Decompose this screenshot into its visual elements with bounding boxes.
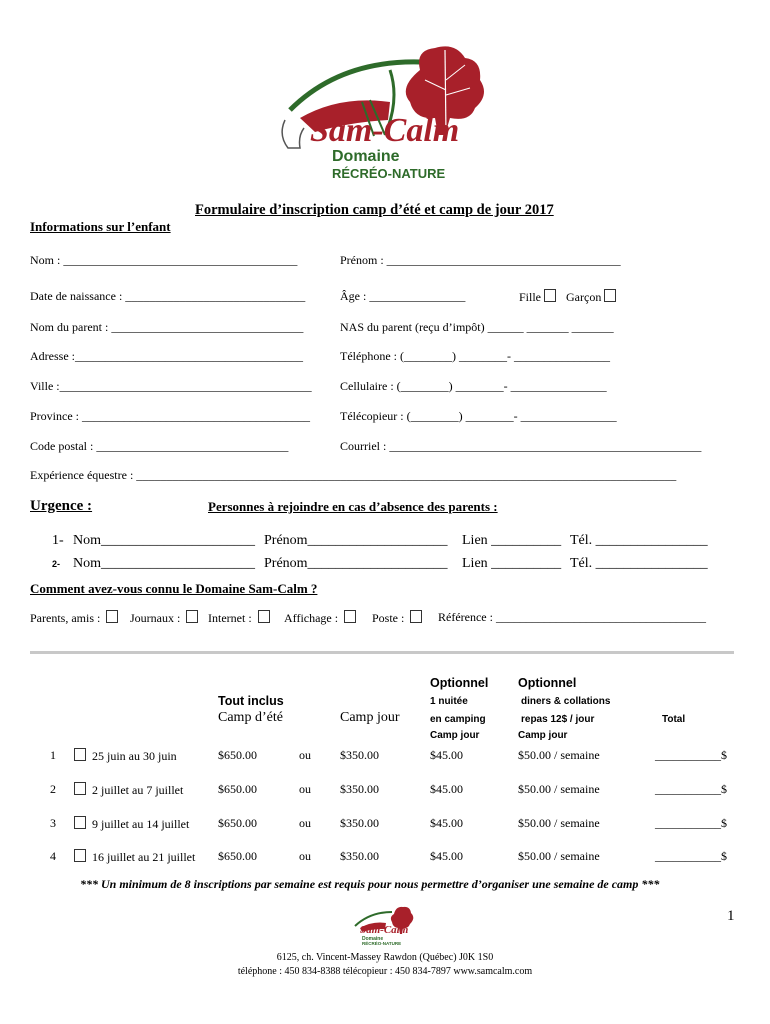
footer-logo-line1: Domaine	[362, 936, 384, 942]
urgence-tel[interactable]: Tél. ________________	[570, 533, 708, 548]
session-dates: 2 juillet au 7 juillet	[92, 783, 184, 797]
urgence-heading: Personnes à rejoindre en cas d’absence des parents :	[208, 499, 498, 514]
option-affichage-label: Affichage :	[284, 611, 339, 625]
hdr-repas: repas 12$ / jour	[521, 714, 595, 725]
hdr-total: Total	[662, 714, 686, 725]
internet-checkbox[interactable]	[258, 610, 270, 623]
page-number: 1	[727, 908, 735, 924]
field-nom[interactable]: Nom : _______________________________________	[30, 253, 298, 267]
footer-contact: téléphone : 450 834-8388 télécopieur : 450 834-7897 www.samcalm.com	[237, 966, 533, 977]
urgence-row-2	[52, 556, 732, 576]
session-option[interactable]	[74, 816, 189, 832]
option-parents-label: Parents, amis :	[30, 611, 101, 625]
price-nuitee: $45.00	[430, 849, 463, 863]
field-nas[interactable]: NAS du parent (reçu d’impôt) ______ _______ _______	[340, 320, 614, 334]
footer-address: 6125, ch. Vincent-Massey Rawdon (Québec) J0K 1S0	[276, 952, 494, 963]
section-child-heading: Informations sur l’enfant	[30, 219, 171, 234]
hdr-camp-ete: Camp d’été	[218, 710, 283, 725]
field-age[interactable]: Âge : ________________	[340, 289, 466, 303]
price-repas: $50.00 / semaine	[518, 816, 600, 830]
price-repas: $50.00 / semaine	[518, 849, 600, 863]
field-code-postal[interactable]: Code postal : ________________________________	[30, 439, 289, 453]
option-poste-label: Poste :	[372, 611, 405, 625]
total-field[interactable]: ___________$	[655, 748, 727, 762]
hdr-optionnel-2: Optionnel	[518, 676, 577, 690]
session-option[interactable]	[74, 849, 195, 865]
fille-label: Fille	[519, 290, 542, 304]
option-affichage[interactable]	[284, 610, 356, 626]
hdr-tout-inclus: Tout inclus	[218, 694, 284, 708]
price-nuitee: $45.00	[430, 748, 463, 762]
hdr-camp-jour: Camp jour	[340, 710, 400, 725]
or-label: ou	[299, 816, 311, 830]
field-telephone[interactable]: Téléphone : (________) ________- ________________	[340, 349, 610, 363]
total-field[interactable]: ___________$	[655, 849, 727, 863]
session-option[interactable]	[74, 782, 183, 798]
minimum-note: *** Un minimum de 8 inscriptions par semaine est requis pour nous permettre d’organiser une semaine de camp ***	[80, 877, 660, 891]
hdr-optionnel-1: Optionnel	[430, 676, 489, 690]
option-journaux-label: Journaux :	[130, 611, 181, 625]
fille-checkbox[interactable]	[544, 289, 556, 302]
hdr-en-camping: en camping	[430, 714, 486, 725]
price-nuitee: $45.00	[430, 816, 463, 830]
price-camp-jour: $350.00	[340, 816, 379, 830]
session-checkbox[interactable]	[74, 782, 86, 795]
hdr-camp-jour-small: Camp jour	[430, 730, 480, 741]
price-repas: $50.00 / semaine	[518, 782, 600, 796]
total-field[interactable]: ___________$	[655, 782, 727, 796]
session-row	[0, 782, 770, 800]
session-checkbox[interactable]	[74, 849, 86, 862]
field-province[interactable]: Province : ______________________________________	[30, 409, 310, 423]
urgence-tel[interactable]: Tél. ________________	[570, 556, 708, 571]
parents-checkbox[interactable]	[106, 610, 118, 623]
field-date-naissance[interactable]: Date de naissance : ______________________________	[30, 289, 306, 303]
price-camp-ete: $650.00	[218, 748, 257, 762]
urgence-label: Urgence :	[30, 498, 93, 514]
hdr-camp-jour-small-2: Camp jour	[518, 730, 568, 741]
option-internet[interactable]	[208, 610, 270, 626]
price-camp-ete: $650.00	[218, 782, 257, 796]
hdr-diners: diners & collations	[521, 696, 611, 707]
field-ville[interactable]: Ville :__________________________________________	[30, 379, 312, 393]
option-internet-label: Internet :	[208, 611, 252, 625]
urgence-nom[interactable]: Nom______________________	[73, 533, 255, 548]
row-number: 3	[50, 816, 56, 830]
session-checkbox[interactable]	[74, 816, 86, 829]
urgence-prenom[interactable]: Prénom____________________	[264, 533, 448, 548]
option-journaux[interactable]	[130, 610, 198, 626]
fille-option[interactable]	[519, 289, 556, 305]
urgence-prenom[interactable]: Prénom____________________	[264, 556, 448, 571]
session-row	[0, 816, 770, 834]
field-reference[interactable]: Référence : ___________________________________	[438, 610, 706, 624]
urgence-num: 1-	[52, 533, 64, 548]
garcon-option[interactable]	[566, 289, 616, 305]
session-row	[0, 748, 770, 766]
or-label: ou	[299, 782, 311, 796]
field-nom-parent[interactable]: Nom du parent : ________________________________	[30, 320, 304, 334]
hdr-nuitee: 1 nuitée	[430, 696, 468, 707]
garcon-checkbox[interactable]	[604, 289, 616, 302]
session-row	[0, 849, 770, 867]
or-label: ou	[299, 748, 311, 762]
field-cellulaire[interactable]: Cellulaire : (________) ________- ________________	[340, 379, 607, 393]
field-courriel[interactable]: Courriel : ____________________________________________________	[340, 439, 702, 453]
source-options	[30, 610, 750, 628]
urgence-row-1	[52, 533, 732, 553]
option-poste[interactable]	[372, 610, 422, 626]
urgence-num: 2-	[52, 559, 61, 569]
row-number: 4	[50, 849, 56, 863]
price-camp-ete: $650.00	[218, 849, 257, 863]
session-checkbox[interactable]	[74, 748, 86, 761]
row-number: 1	[50, 748, 56, 762]
total-field[interactable]: ___________$	[655, 816, 727, 830]
divider	[30, 651, 734, 654]
price-camp-jour: $350.00	[340, 849, 379, 863]
source-heading: Comment avez-vous connu le Domaine Sam-Calm ?	[30, 581, 318, 596]
price-camp-jour: $350.00	[340, 782, 379, 796]
footer-logo-line2: RÉCRÉO-NATURE	[362, 941, 402, 946]
session-dates: 25 juin au 30 juin	[92, 749, 177, 763]
field-experience[interactable]: Expérience équestre : __________________________________________________________________________________________	[30, 468, 677, 482]
journaux-checkbox[interactable]	[186, 610, 198, 623]
row-number: 2	[50, 782, 56, 796]
field-prenom[interactable]: Prénom : _______________________________________	[340, 253, 621, 267]
option-parents[interactable]	[30, 610, 118, 626]
garcon-label: Garçon	[566, 290, 602, 304]
logo-name: Sam-Calm	[310, 112, 460, 149]
price-repas: $50.00 / semaine	[518, 748, 600, 762]
price-camp-jour: $350.00	[340, 748, 379, 762]
affichage-checkbox[interactable]	[344, 610, 356, 623]
urgence-nom[interactable]: Nom______________________	[73, 556, 255, 571]
field-adresse[interactable]: Adresse :______________________________________	[30, 349, 303, 363]
session-option[interactable]	[74, 748, 177, 764]
or-label: ou	[299, 849, 311, 863]
footer-logo	[350, 904, 420, 946]
poste-checkbox[interactable]	[410, 610, 422, 623]
form-title: Formulaire d’inscription camp d’été et camp de jour 2017	[195, 202, 554, 218]
urgence-lien[interactable]: Lien __________	[462, 556, 562, 571]
urgence-lien[interactable]: Lien __________	[462, 533, 562, 548]
logo-line2: RÉCRÉO-NATURE	[332, 166, 446, 181]
field-telecopieur[interactable]: Télécopieur : (________) ________- ________________	[340, 409, 617, 423]
session-dates: 16 juillet au 21 juillet	[92, 850, 196, 864]
logo-line1: Domaine	[332, 148, 400, 165]
session-dates: 9 juillet au 14 juillet	[92, 817, 190, 831]
price-camp-ete: $650.00	[218, 816, 257, 830]
price-nuitee: $45.00	[430, 782, 463, 796]
logo	[270, 40, 500, 185]
footer-logo-name: Sam-Calm	[360, 924, 409, 936]
